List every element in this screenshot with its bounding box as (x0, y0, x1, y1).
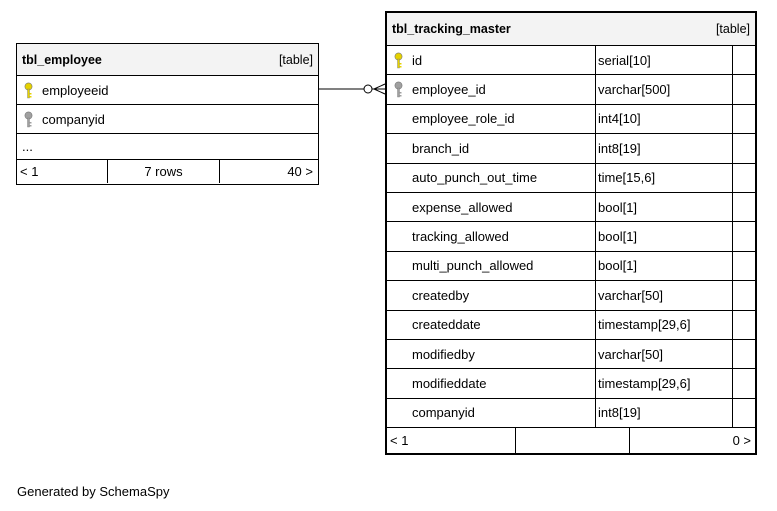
column-spacer (733, 193, 755, 221)
more-columns-ellipsis: ... (22, 139, 33, 154)
column-name: branch_id (412, 140, 470, 156)
column-spacer (733, 75, 755, 103)
table-kind-label: [table] (278, 52, 313, 67)
column-list (387, 46, 755, 428)
column-type: serial[10] (598, 52, 651, 68)
generated-by-note: Generated by SchemaSpy (17, 484, 170, 499)
row-count (516, 428, 630, 453)
column-name: auto_punch_out_time (412, 170, 538, 186)
column-type: bool[1] (598, 229, 638, 245)
primary-key-icon (387, 52, 409, 69)
column-name: employeeid (42, 82, 109, 98)
column-spacer (733, 340, 755, 368)
column-row (387, 399, 755, 428)
column-name: companyid (42, 111, 105, 127)
column-name: modifieddate (412, 375, 487, 391)
column-type: bool[1] (598, 258, 638, 274)
foreign-key-icon (387, 81, 409, 98)
column-spacer (733, 369, 755, 397)
table-name: tbl_employee (22, 52, 102, 67)
parents-count: < 1 (387, 428, 516, 453)
column-row (387, 105, 755, 134)
column-spacer (733, 399, 755, 427)
column-type: timestamp[29,6] (598, 317, 691, 333)
column-row (387, 340, 755, 369)
column-row (387, 134, 755, 163)
column-spacer (733, 164, 755, 192)
column-type: bool[1] (598, 199, 638, 215)
column-name: companyid (412, 405, 475, 421)
column-row (387, 164, 755, 193)
column-name: id (412, 52, 423, 68)
column-spacer (733, 105, 755, 133)
children-count: 0 > (732, 433, 751, 449)
table-tbl-tracking-master[interactable] (385, 11, 757, 455)
column-name: createddate (412, 317, 481, 333)
column-name: expense_allowed (412, 199, 513, 215)
column-row (387, 193, 755, 222)
column-spacer (733, 252, 755, 280)
column-type: int8[19] (598, 405, 641, 421)
column-name: tracking_allowed (412, 229, 509, 245)
table-kind-label: [table] (715, 22, 750, 36)
column-spacer (733, 311, 755, 339)
table-footer (387, 428, 755, 453)
column-type: int8[19] (598, 140, 641, 156)
column-name: employee_id (412, 82, 486, 98)
column-type: varchar[500] (598, 82, 671, 98)
column-spacer (733, 134, 755, 162)
column-row (387, 311, 755, 340)
column-type: varchar[50] (598, 287, 664, 303)
parents-count: < 1 (17, 160, 108, 183)
column-row (387, 46, 755, 75)
column-name: modifiedby (412, 346, 475, 362)
column-row (387, 252, 755, 281)
row-count: 7 rows (108, 160, 220, 183)
column-spacer (733, 46, 755, 74)
children-count: 40 > (287, 164, 313, 179)
table-name: tbl_tracking_master (392, 22, 511, 36)
column-name: createdby (412, 287, 470, 303)
column-row (387, 281, 755, 310)
column-name: multi_punch_allowed (412, 258, 534, 274)
column-type: timestamp[29,6] (598, 375, 691, 391)
table-header (387, 13, 755, 46)
column-type: int4[10] (598, 111, 641, 127)
column-row (387, 75, 755, 104)
column-type: time[15,6] (598, 170, 656, 186)
column-spacer (733, 222, 755, 250)
column-row (387, 369, 755, 398)
column-name: employee_role_id (412, 111, 515, 127)
column-row (387, 222, 755, 251)
column-type: varchar[50] (598, 346, 664, 362)
column-spacer (733, 281, 755, 309)
